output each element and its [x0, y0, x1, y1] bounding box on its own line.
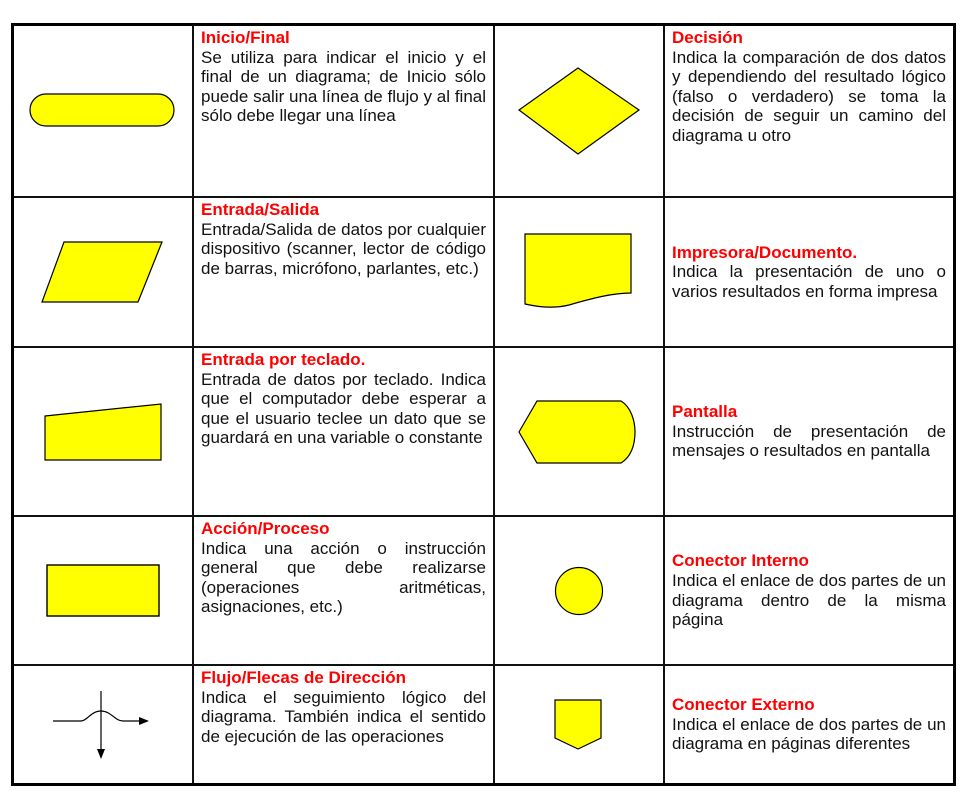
- symbol-title: Flujo/Flecas de Dirección: [201, 668, 407, 687]
- table-row: [14, 347, 953, 516]
- symbol-description: Indica el enlace de dos partes de un diagrama dentro de la misma página: [672, 570, 946, 630]
- description-cell-entrada-salida: [193, 197, 494, 347]
- symbol-title: Acción/Proceso: [201, 519, 330, 538]
- description-cell-inicio-final: [193, 26, 494, 197]
- symbol-cell-flujo: [14, 665, 193, 783]
- symbol-description: Indica la comparación de dos datos y dependiendo del resultado lógico (falso o verdadero) se toma la decisión de seguir un camino del diagrama u otro: [672, 47, 946, 145]
- description-cell-accion-proceso: [193, 516, 494, 665]
- symbol-title: Entrada/Salida: [201, 200, 320, 219]
- document-printer-icon: [523, 232, 635, 312]
- process-rectangle-icon: [45, 563, 161, 619]
- symbols-table: [14, 26, 953, 783]
- description-cell-entrada-teclado: [193, 347, 494, 516]
- symbol-description: Instrucción de presentación de mensajes o resultados en pantalla: [672, 421, 946, 461]
- symbol-cell-impresora-documento: [494, 197, 664, 347]
- symbol-title: Decisión: [672, 28, 743, 47]
- symbol-cell-conector-interno: [494, 516, 664, 665]
- symbol-title: Inicio/Final: [201, 28, 290, 47]
- symbol-description: Indica una acción o instrucción general que debe realizarse (operaciones aritméticas, asignaciones, etc.): [201, 538, 486, 617]
- symbol-description: Entrada de datos por teclado. Indica que el computador debe esperar a que el usuario teclee un dato que se guardará en una variable o constante: [201, 369, 486, 448]
- display-screen-icon: [517, 399, 641, 465]
- description-cell-decision: [664, 26, 953, 197]
- internal-connector-circle-icon: [553, 565, 605, 617]
- symbol-cell-inicio-final: [14, 26, 193, 197]
- table-row: [14, 26, 953, 197]
- input-output-parallelogram-icon: [40, 240, 166, 304]
- symbol-cell-entrada-salida: [14, 197, 193, 347]
- description-cell-conector-interno: [664, 516, 953, 665]
- description-cell-pantalla: [664, 347, 953, 516]
- description-cell-flujo: [193, 665, 494, 783]
- decision-diamond-icon: [516, 65, 642, 157]
- symbol-description: Entrada/Salida de datos por cualquier dispositivo (scanner, lector de código de barras, micrófono, parlantes, etc.): [201, 219, 486, 278]
- symbol-description: Indica la presentación de uno o varios resultados en forma impresa: [672, 262, 946, 301]
- symbol-title: Conector Externo: [672, 695, 815, 715]
- symbol-title: Impresora/Documento.: [672, 242, 858, 262]
- table-row: [14, 197, 953, 347]
- manual-input-keyboard-icon: [43, 402, 163, 462]
- symbol-cell-conector-externo: [494, 665, 664, 783]
- terminator-icon: [28, 91, 178, 131]
- symbol-cell-pantalla: [494, 347, 664, 516]
- symbol-cell-entrada-teclado: [14, 347, 193, 516]
- external-connector-pentagon-icon: [553, 698, 605, 752]
- symbol-description: Indica el enlace de dos partes de un diagrama en páginas diferentes: [672, 714, 946, 754]
- symbol-cell-decision: [494, 26, 664, 197]
- symbol-title: Pantalla: [672, 402, 738, 422]
- table-row: [14, 516, 953, 665]
- flowchart-symbols-table: [11, 23, 956, 786]
- description-cell-impresora-documento: [664, 197, 953, 347]
- symbol-cell-accion-proceso: [14, 516, 193, 665]
- table-row: [14, 665, 953, 783]
- description-cell-conector-externo: [664, 665, 953, 783]
- symbol-title: Conector Interno: [672, 551, 809, 571]
- symbol-title: Entrada por teclado.: [201, 350, 366, 369]
- symbol-description: Se utiliza para indicar el inicio y el final de un diagrama; de Inicio sólo puede salir una línea de flujo y al final sólo debe llegar una línea: [201, 47, 486, 126]
- flow-arrows-icon: [51, 689, 155, 761]
- symbol-description: Indica el seguimiento lógico del diagrama. También indica el sentido de ejecución de las operaciones: [201, 687, 486, 746]
